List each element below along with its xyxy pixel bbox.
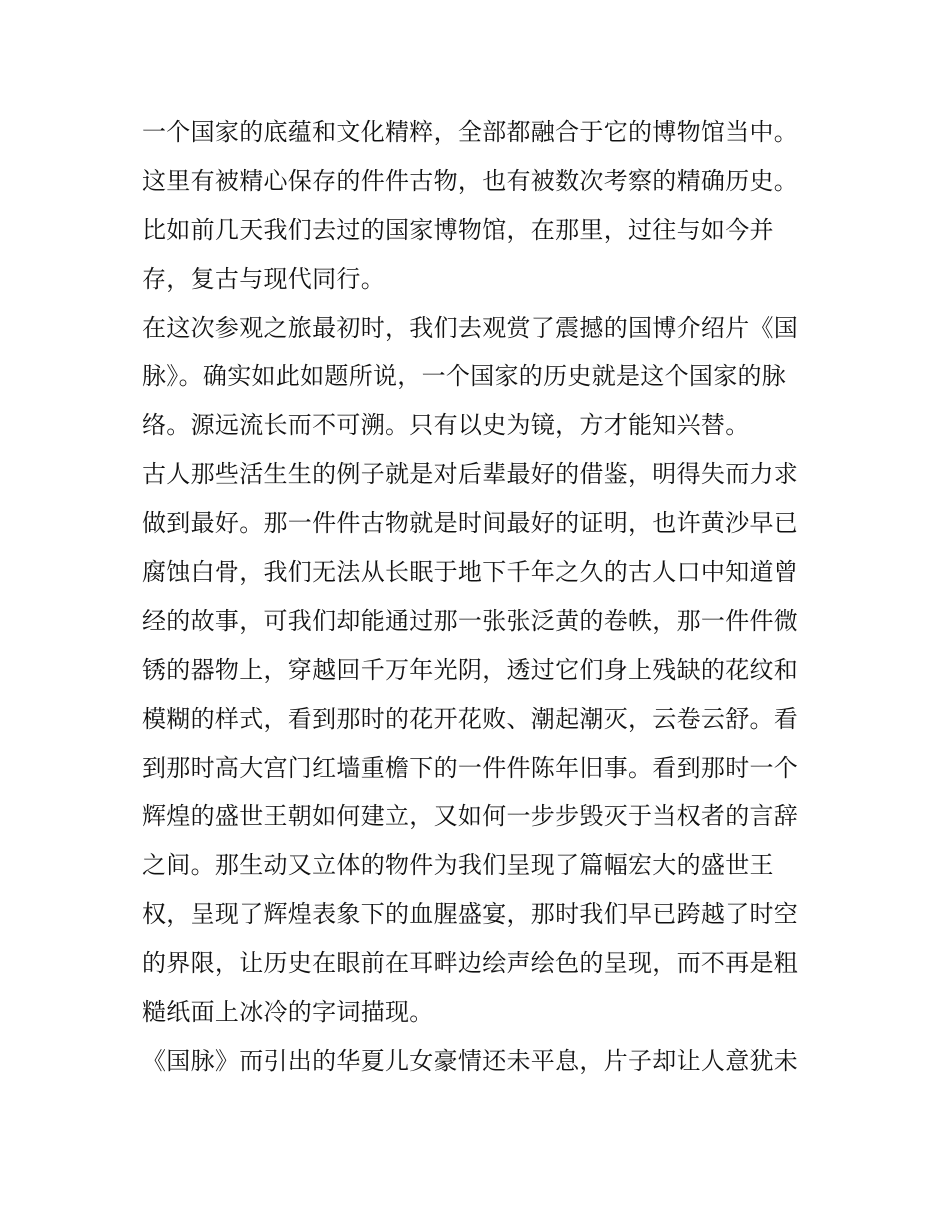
text-line: 在这次参观之旅最初时，我们去观赏了震撼的国博介绍片《国 xyxy=(142,313,799,342)
text-line: 古人那些活生生的例子就是对后辈最好的借鉴，明得失而力求 xyxy=(142,460,799,489)
text-line: 这里有被精心保存的件件古物，也有被数次考察的精确历史。 xyxy=(142,166,799,195)
text-line: 脉》。确实如此如题所说，一个国家的历史就是这个国家的脉 xyxy=(142,362,787,391)
text-line: 做到最好。那一件件古物就是时间最好的证明，也许黄沙早已 xyxy=(142,509,799,538)
text-line: 经的故事，可我们却能通过那一张张泛黄的卷帙，那一件件微 xyxy=(142,606,799,635)
text-line: 模糊的样式，看到那时的花开花败、潮起潮灭，云卷云舒。看 xyxy=(142,704,799,733)
text-line: 糙纸面上冰冷的字词描现。 xyxy=(142,998,434,1027)
text-line: 锈的器物上，穿越回千万年光阴，透过它们身上残缺的花纹和 xyxy=(142,655,799,684)
text-line: 存，复古与现代同行。 xyxy=(142,264,385,293)
text-line: 络。源远流长而不可溯。只有以史为镜，方才能知兴替。 xyxy=(142,411,750,440)
body-text xyxy=(142,108,814,1086)
text-line: 权，呈现了辉煌表象下的血腥盛宴，那时我们早已跨越了时空 xyxy=(142,900,799,929)
text-line: 的界限，让历史在眼前在耳畔边绘声绘色的呈现，而不再是粗 xyxy=(142,949,799,978)
text-line: 比如前几天我们去过的国家博物馆，在那里，过往与如今并 xyxy=(142,215,774,244)
text-line: 之间。那生动又立体的物件为我们呈现了篇幅宏大的盛世王 xyxy=(142,851,774,880)
text-line: 到那时高大宫门红墙重檐下的一件件陈年旧事。看到那时一个 xyxy=(142,753,799,782)
text-line: 辉煌的盛世王朝如何建立，又如何一步步毁灭于当权者的言辞 xyxy=(142,802,799,831)
text-line: 《国脉》而引出的华夏儿女豪情还未平息，片子却让人意犹未 xyxy=(142,1046,799,1075)
text-line: 一个国家的底蕴和文化精粹，全部都融合于它的博物馆当中。 xyxy=(142,118,799,146)
text-line: 腐蚀白骨，我们无法从长眠于地下千年之久的古人口中知道曾 xyxy=(142,558,799,587)
